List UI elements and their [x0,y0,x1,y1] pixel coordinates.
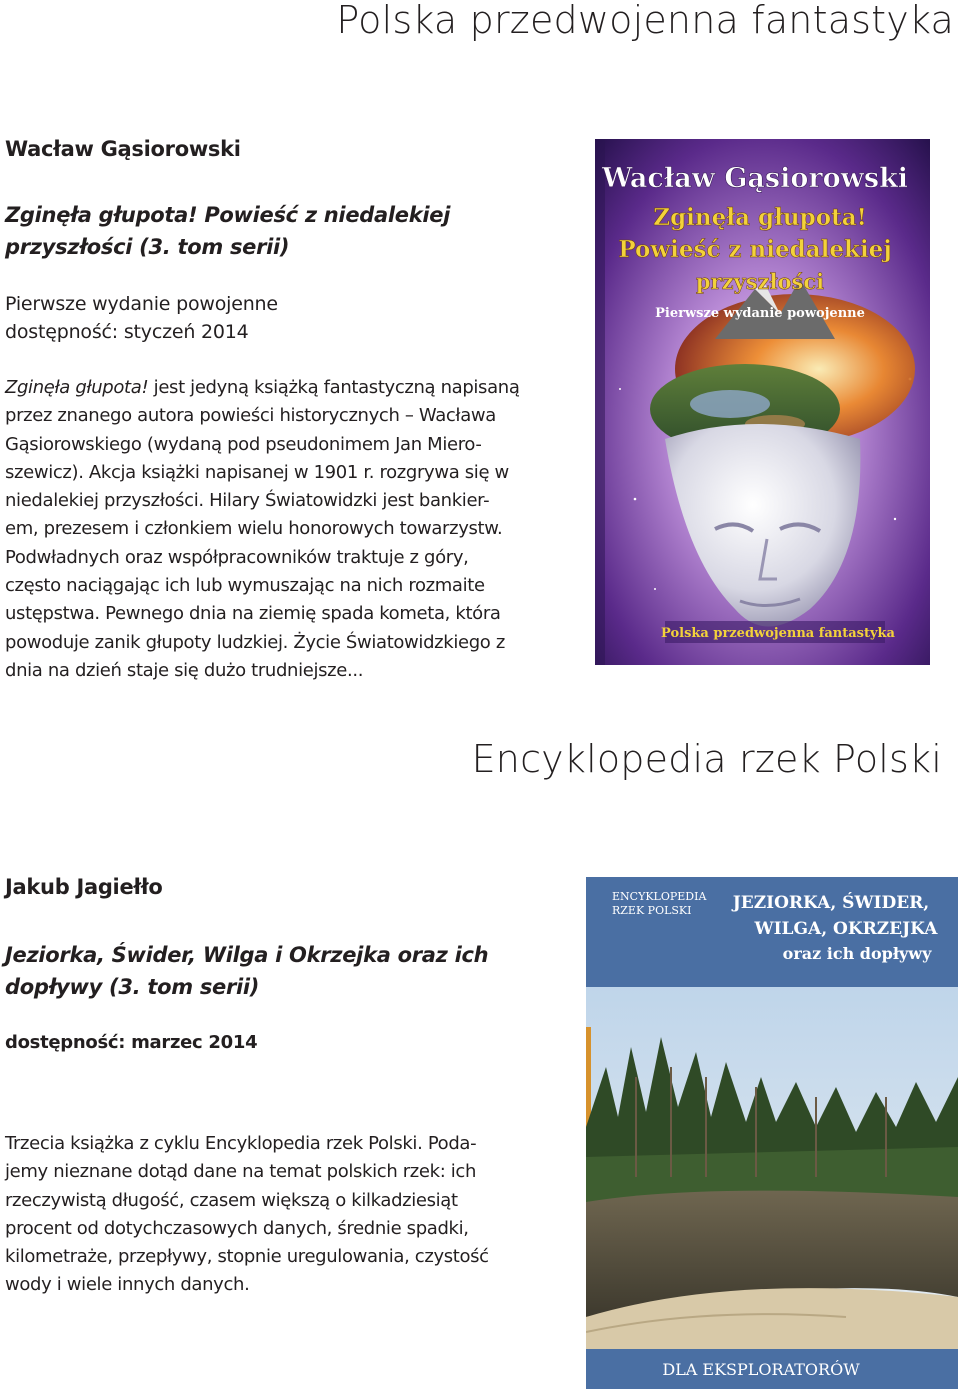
edition-text: Pierwsze wydanie powojenne [5,293,278,315]
author-name: Wacław Gąsiorowski [5,137,241,161]
description-line: często naciągając ich lub wymuszając na nich rozmaite [5,575,485,597]
section-heading-fantastyka: Polska przedwojenna fantastyka [336,0,954,42]
availability-text: dostępność: styczeń 2014 [5,321,249,343]
book-cover-zginela-glupota[interactable] [595,139,930,665]
book-cover-encyklopedia-rzek[interactable] [586,877,958,1389]
book-description [5,374,565,685]
cover-art [595,139,930,665]
book-title-line: Jeziorka, Świder, Wilga i Okrzejka oraz ich [5,943,489,967]
cover-footer: DLA EKSPLORATORÓW [662,1360,860,1379]
book-title-line: przyszłości (3. tom serii) [5,235,290,259]
description-line: dnia na dzień staje się dużo trudniejsze... [5,659,364,681]
book-title [5,199,450,263]
cover-author: Wacław Gąsiorowski [601,163,909,194]
description-line: Gąsiorowskiego (wydaną pod pseudonimem Jan Miero- [5,433,482,455]
cover-series-line: RZEK POLSKI [612,904,692,917]
author-name: Jakub Jagiełło [5,875,163,899]
book-title [5,939,488,1003]
description-line: przez znanego autora powieści historycznych – Wacława [5,405,496,427]
cover-title-line: Powieść z niedalekiej [618,236,892,263]
book-meta [5,290,278,346]
description-line: jemy nieznane dotąd dane na temat polskich rzek: ich [5,1161,477,1183]
cover-edition: Pierwsze wydanie powojenne [655,306,865,321]
description-line: Podwładnych oraz współpracowników traktuje z góry, [5,546,469,568]
book-title-line: Zginęła głupota! Powieść z niedalekiej [5,203,451,227]
description-line: em, prezesem i członkiem wielu honorowych towarzystw. [5,518,503,540]
cover-series-label: Polska przedwojenna fantastyka [661,626,895,641]
description-line: wody i wiele innych danych. [5,1274,250,1296]
description-italic-title: Zginęła głupota! [5,377,149,398]
description-line: rzeczywistą długość, czasem większą o kilkadziesiąt [5,1189,458,1211]
cover-series-line: ENCYKLOPEDIA [612,890,707,903]
description-line: procent od dotychczasowych danych, średnie spadki, [5,1217,469,1239]
availability-text: dostępność: marzec 2014 [5,1032,258,1053]
description-line: Trzecia książka z cyklu Encyklopedia rzek Polski. Poda- [5,1133,477,1154]
description-line: powoduje zanik głupoty ludzkiej. Życie Światowidzkiego z [5,631,505,653]
book-description [5,1130,565,1300]
cover-title-line: przyszłości [695,269,825,294]
cover-title-line: JEZIORKA, ŚWIDER, [732,893,930,913]
book-title-line: dopływy (3. tom serii) [5,975,260,999]
description-line: szewicz). Akcja książki napisanej w 1901 r. rozgrywa się w [5,461,509,483]
description-line: kilometraże, przepływy, stopnie uregulowania, czystość [5,1246,489,1268]
description-line: niedalekiej przyszłości. Hilary Światowidzki jest bankier- [5,490,490,512]
description-fragment: jest jedyną książką fantastyczną napisaną [148,377,520,398]
cover-art [586,877,958,1389]
cover-title-line: oraz ich dopływy [782,944,932,963]
description-line: ustępstwa. Pewnego dnia na ziemię spada kometa, która [5,603,501,625]
cover-title-line: Zginęła głupota! [653,204,867,231]
description-line [5,374,565,402]
cover-title-line: WILGA, OKRZEJKA [754,919,938,939]
section-heading-encyklopedia: Encyklopedia rzek Polski [471,737,942,781]
